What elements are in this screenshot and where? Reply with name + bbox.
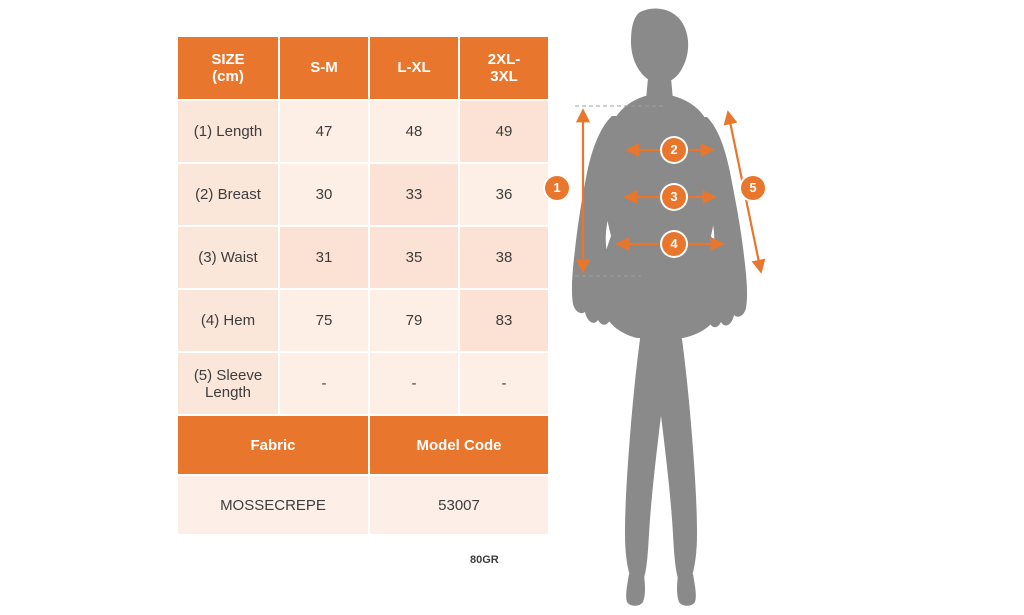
size-chart-table xyxy=(176,35,550,536)
cell-waist-2xl: 38 xyxy=(459,226,549,289)
header-model-code: Model Code xyxy=(369,415,549,475)
cell-breast-sm: 30 xyxy=(279,163,369,226)
value-fabric: MOSSECREPE xyxy=(177,475,369,535)
cell-waist-lxl: 35 xyxy=(369,226,459,289)
badge-breast: 2 xyxy=(662,138,686,162)
row-label-breast: (2) Breast xyxy=(177,163,279,226)
silhouette-body xyxy=(572,9,747,606)
measurement-figure xyxy=(545,0,1015,615)
cell-breast-lxl: 33 xyxy=(369,163,459,226)
value-model-code: 53007 xyxy=(369,475,549,535)
header-size-line2: (cm) xyxy=(212,68,244,85)
cell-hem-lxl: 79 xyxy=(369,289,459,352)
badge-sleeve-length: 5 xyxy=(741,176,765,200)
cell-hem-sm: 75 xyxy=(279,289,369,352)
cell-sleeve-sm: - xyxy=(279,352,369,415)
row-label-sleeve-length: (5) Sleeve Length xyxy=(177,352,279,415)
table-header-row xyxy=(177,36,549,100)
cell-length-2xl: 49 xyxy=(459,100,549,163)
cell-waist-sm: 31 xyxy=(279,226,369,289)
table-footer-value-row xyxy=(177,475,549,535)
cell-sleeve-2xl: - xyxy=(459,352,549,415)
table-row xyxy=(177,100,549,163)
table-row xyxy=(177,226,549,289)
row-label-length: (1) Length xyxy=(177,100,279,163)
table-footer-header-row xyxy=(177,415,549,475)
cell-length-lxl: 48 xyxy=(369,100,459,163)
cell-hem-2xl: 83 xyxy=(459,289,549,352)
table-row xyxy=(177,352,549,415)
badge-hem: 4 xyxy=(662,232,686,256)
cell-sleeve-lxl: - xyxy=(369,352,459,415)
female-silhouette-svg xyxy=(545,0,1015,615)
row-label-waist: (3) Waist xyxy=(177,226,279,289)
header-size-line1: SIZE xyxy=(211,50,245,68)
header-2xl-line2: 3XL xyxy=(490,68,518,85)
row-label-hem: (4) Hem xyxy=(177,289,279,352)
header-2xl-3xl xyxy=(459,36,549,100)
header-2xl-line1: 2XL- xyxy=(487,50,521,68)
header-size xyxy=(177,36,279,100)
header-sm: S-M xyxy=(279,36,369,100)
table-row xyxy=(177,163,549,226)
fabric-weight-note: 80GR xyxy=(470,554,499,566)
cell-breast-2xl: 36 xyxy=(459,163,549,226)
header-lxl: L-XL xyxy=(369,36,459,100)
badge-length: 1 xyxy=(545,176,569,200)
cell-length-sm: 47 xyxy=(279,100,369,163)
badge-waist: 3 xyxy=(662,185,686,209)
header-fabric: Fabric xyxy=(177,415,369,475)
table-row xyxy=(177,289,549,352)
